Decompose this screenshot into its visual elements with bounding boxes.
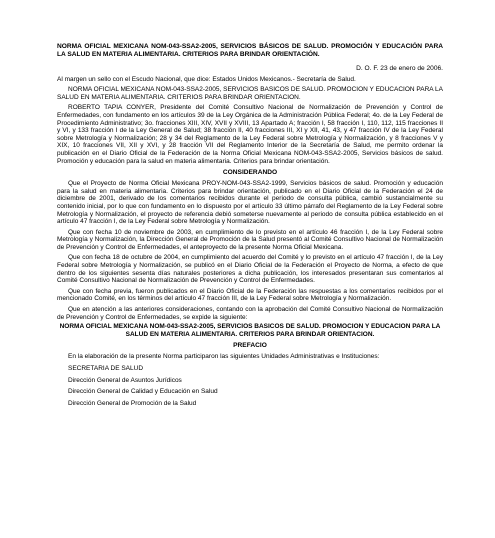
paragraph-considerando-4: Que con fecha previa, fueron publicados en el Diario Oficial de la Federación las respuestas a los comentarios recibidos por el mencionado Comité, en los términos del artículo 47 fracción III, de la Ley Federal sobre Metrología y Normalización.: [57, 287, 443, 303]
paragraph-norm-name: NORMA OFICIAL MEXICANA NOM-043-SSA2-2005, SERVICIOS BASICOS DE SALUD. PROMOCION Y EDUCACION PARA LA SALUD EN MATERIA ALIMENTARIA. CRITERIOS PARA BRINDAR ORIENTACION.: [57, 86, 443, 101]
list-item-institution: Dirección General de Promoción de la Salud: [68, 399, 197, 407]
list-item-institution: Dirección General de Asuntos Jurídicos: [68, 376, 182, 384]
considerando-heading: CONSIDERANDO: [222, 169, 278, 177]
list-item-institution: Dirección General de Calidad y Educación en Salud: [68, 388, 218, 396]
paragraph-president: ROBERTO TAPIA CONYER, Presidente del Comité Consultivo Nacional de Normalización de Prevención y Control de Enfermedades, con fundamento en los artículos 39 de la Ley Orgánica de la Administración Pública Federal; 4o. de la Ley Federal de Procedimiento Administrativo; 3o. fracciones XIII, XIV, XVII y XVIII, 13 Apartado A; fracción I, 58 fracción I, 110, 112, 115 fracciones II y VI, y 133 fracción I de la Ley General de Salud; 38 fracción II, 40 fracciones III, XI y XII, 41, 43, y 47 fracción IV de la Ley Federal sobre Metrología y Normalización; 28 y 34 del Reglamento de la Ley Federal sobre Metrología y Normalización, y 8 fracciones V y XIX, 10 fracciones VII, XII y XVI, y 28 fracción VII del Reglamento Interior de la Secretaría de Salud, me permito ordenar la publicación en el Diario Oficial de la Federación de la Norma Oficial Mexicana NOM-043-SSA2-2005, Servicios básicos de salud. Promoción y educación para la salud en materia alimentaria. Criterios para brindar orientación.: [57, 104, 443, 165]
paragraph-prefacio: En la elaboración de la presente Norma participaron las siguientes Unidades Administrativas e Instituciones:: [68, 353, 380, 361]
prefacio-heading: PREFACIO: [233, 342, 267, 350]
paragraph-seal: Al margen un sello con el Escudo Nacional, que dice: Estados Unidos Mexicanos.- Secretaría de Salud.: [57, 75, 356, 83]
norm-subtitle: NORMA OFICIAL MEXICANA NOM-043-SSA2-2005, SERVICIOS BASICOS DE SALUD. PROMOCION Y EDUCACION PARA LA SALUD EN MATERIA ALIMENTARIA. CRITERIOS PARA BRINDAR ORIENTACION.: [59, 323, 441, 338]
document-page: [0, 43, 495, 538]
document-title: NORMA OFICIAL MEXICANA NOM-043-SSA2-2005, SERVICIOS BÁSICOS DE SALUD. PROMOCIÓN Y EDUCACIÓN PARA LA SALUD EN MATERIA ALIMENTARIA. CRITERIOS PARA BRINDAR ORIENTACIÓN.: [57, 43, 443, 58]
paragraph-considerando-2: Que con fecha 10 de noviembre de 2003, en cumplimiento de lo previsto en el artículo 46 fracción I, de la Ley Federal sobre Metrología y Normalización, la Dirección General de Promoción de la Salud presentó al Comité Consultivo Nacional de Normalización de Prevención y Control de Enfermedades, el anteproyecto de la presente Norma Oficial Mexicana.: [57, 228, 443, 251]
paragraph-considerando-3: Que con fecha 18 de octubre de 2004, en cumplimiento del acuerdo del Comité y lo previsto en el artículo 47 fracción I, de la Ley Federal sobre Metrología y Normalización, se publicó en el Diario Oficial de la Federación el Proyecto de Norma, a efecto de que dentro de los siguientes sesenta días naturales posteriores a dicha publicación, los interesados presentaran sus comentarios al Comité Consultivo Nacional de Normalización de Prevención y Control de Enfermedades.: [57, 254, 443, 285]
publication-date: D. O. F. 23 de enero de 2006.: [356, 64, 443, 72]
paragraph-considerando-1: Que el Proyecto de Norma Oficial Mexicana PROY-NOM-043-SSA2-1999, Servicios básicos de salud. Promoción y educación para la salud en materia alimentaria. Criterios para brindar orientación, publicado en el Diario Oficial de la Federación el 24 de diciembre de 2001, derivado de los comentarios recibidos durante el periodo de consulta pública, cambió sustancialmente su contenido inicial, por lo que con fundamento en lo dispuesto por el artículo 33 último párrafo del Reglamento de la Ley Federal sobre Metrología y Normalización, el proyecto de referencia debió someterse nuevamente al periodo de consulta pública establecido en el artículo 47 fracción I, de la Ley Federal sobre Metrología y Normalización.: [57, 180, 443, 226]
list-item-institution: SECRETARIA DE SALUD: [68, 365, 144, 372]
paragraph-considerando-5: Que en atención a las anteriores consideraciones, contando con la aprobación del Comité Consultivo Nacional de Normalización de Prevención y Control de Enfermedades, se expide la siguiente:: [57, 306, 443, 321]
